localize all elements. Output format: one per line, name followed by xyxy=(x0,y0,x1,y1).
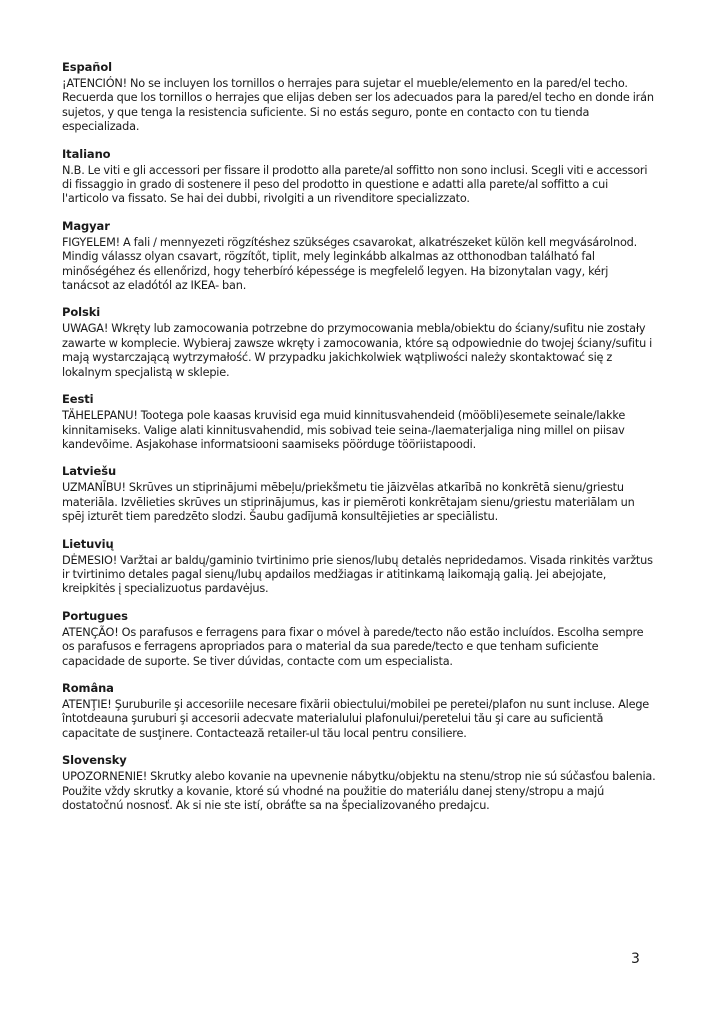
language-heading: Slovensky xyxy=(62,753,127,768)
warning-paragraph: ¡ATENCIÓN! No se incluyen los tornillos o herrajes para sujetar el mueble/elemento en la pared/el techo. Recuerda que los tornillos o herrajes que elijas deben ser los adecuados para la pared/el techo en donde irán sujetos, y que tenga la resistencia suficiente. Si no estás seguro, ponte en contacto con tu tienda especializada. xyxy=(62,77,654,134)
section-latviesu xyxy=(62,463,656,524)
language-heading: Magyar xyxy=(62,218,110,233)
section-italiano xyxy=(62,146,656,207)
warning-paragraph: FIGYELEM! A fali / mennyezeti rögzítéshez szükséges csavarokat, alkatrészeket külön kell megvásárolnod. Mindig válassz olyan csavart, rögzítőt, tiplit, mely leginkább alkalmas az otthonodban található fal minőségéhez és ellenőrizd, hogy teherbíró képessége is megfelelő legyen. Ha bizonytalan vagy, kérj tanácsot az eladótól az IKEA- ban. xyxy=(62,235,638,293)
warning-paragraph: UZMANĪBU! Skrūves un stiprinājumi mēbeļu/priekšmetu tie jāizvēlas atkarībā no konkrētā sienu/griestu materiāla. Izvēlieties skrūves un stiprinājumus, kas ir piemēroti konkrētajam sienu/griestu materiālam un spēj izturēt tiem paredzēto slodzi. Šaubu gadījumā konsultējieties ar speciālistu. xyxy=(62,481,635,524)
warning-paragraph: N.B. Le viti e gli accessori per fissare il prodotto alla parete/al soffitto non sono inclusi. Scegli viti e accessori di fissaggio in grado di sostenere il peso del prodotto in questione e adatti alla parete/al soffitto a cui l'articolo va fissato. Se hai dei dubbi, rivolgiti a un rivenditore specializzato. xyxy=(62,163,648,206)
section-romana xyxy=(62,680,656,741)
section-portugues xyxy=(62,608,656,669)
language-heading: Polski xyxy=(62,305,101,320)
section-polski xyxy=(62,304,656,380)
section-slovensky xyxy=(62,752,656,813)
warning-paragraph: ATENÇÃO! Os parafusos e ferragens para fixar o móvel à parede/tecto não estão incluídos. Escolha sempre os parafusos e ferragens apropriados para o material da sua parede/tecto e que tenham suficiente capacidade de suporte. Se tiver dúvidas, contacte com um especialista. xyxy=(62,625,644,668)
language-heading: Lietuvių xyxy=(62,536,114,551)
language-heading: Portugues xyxy=(62,608,128,623)
language-heading: Eesti xyxy=(62,392,94,407)
language-heading: Româna xyxy=(62,680,114,695)
section-espanol xyxy=(62,59,656,135)
section-magyar xyxy=(62,218,656,294)
warning-paragraph: ATENŢIE! Şuruburile şi accesoriile necesare fixării obiectului/mobilei pe peretei/plafon nu sunt incluse. Alege întotdeauna şuruburi şi accesorii adecvate materialului plafonului/peretelui tău şi care au suficientă capacitate de susţinere. Contactează retailer-ul tău local pentru consiliere. xyxy=(62,697,650,740)
section-eesti xyxy=(62,391,656,452)
language-heading: Latviešu xyxy=(62,464,117,479)
page-number: 3 xyxy=(631,951,640,967)
warning-paragraph: TÄHELEPANU! Tootega pole kaasas kruvisid ega muid kinnitusvahendeid (mööbli)esemete seinale/lakke kinnitamiseks. Valige alati kinnitusvahendid, mis sobivad teie seina-/laematerjaliga ning millel on piisav kandevõime. Asjakohase informatsiooni saamiseks pöörduge tööriistapoodi. xyxy=(62,409,626,451)
warning-paragraph: DĖMESIO! Varžtai ar baldų/gaminio tvirtinimo prie sienos/lubų detalės nepridedamos. Visada rinkitės varžtus ir tvirtinimo detales pagal sienų/lubų apdailos medžiagas ir atitinkamą laikomąją galią. Jei abejojate, kreipkitės į specializuotus pardavėjus. xyxy=(62,553,653,596)
language-heading: Italiano xyxy=(62,146,111,161)
warning-paragraph: UWAGA! Wkręty lub zamocowania potrzebne do przymocowania mebla/obiektu do ściany/sufitu nie zostały zawarte w komplecie. Wybieraj zawsze wkręty i zamocowania, które są odpowiednie do twojej ściany/sufitu i mają wystarczającą wytrzymałość. W przypadku jakichkolwiek wątpliwości należy skontaktować się z lokalnym specjalistą w sklepie. xyxy=(62,322,653,379)
section-lietuviu xyxy=(62,536,656,597)
warning-text-column xyxy=(62,59,656,824)
language-heading: Español xyxy=(62,60,113,74)
warning-paragraph: UPOZORNENIE! Skrutky alebo kovanie na upevnenie nábytku/objektu na stenu/strop nie sú súčasťou balenia. Použite vždy skrutky a kovanie, ktoré sú vhodné na použitie do materiálu danej steny/stropu a majú dostatočnú nosnosť. Ak si nie ste istí, obráťte sa na špecializovaného predajcu. xyxy=(62,770,656,812)
